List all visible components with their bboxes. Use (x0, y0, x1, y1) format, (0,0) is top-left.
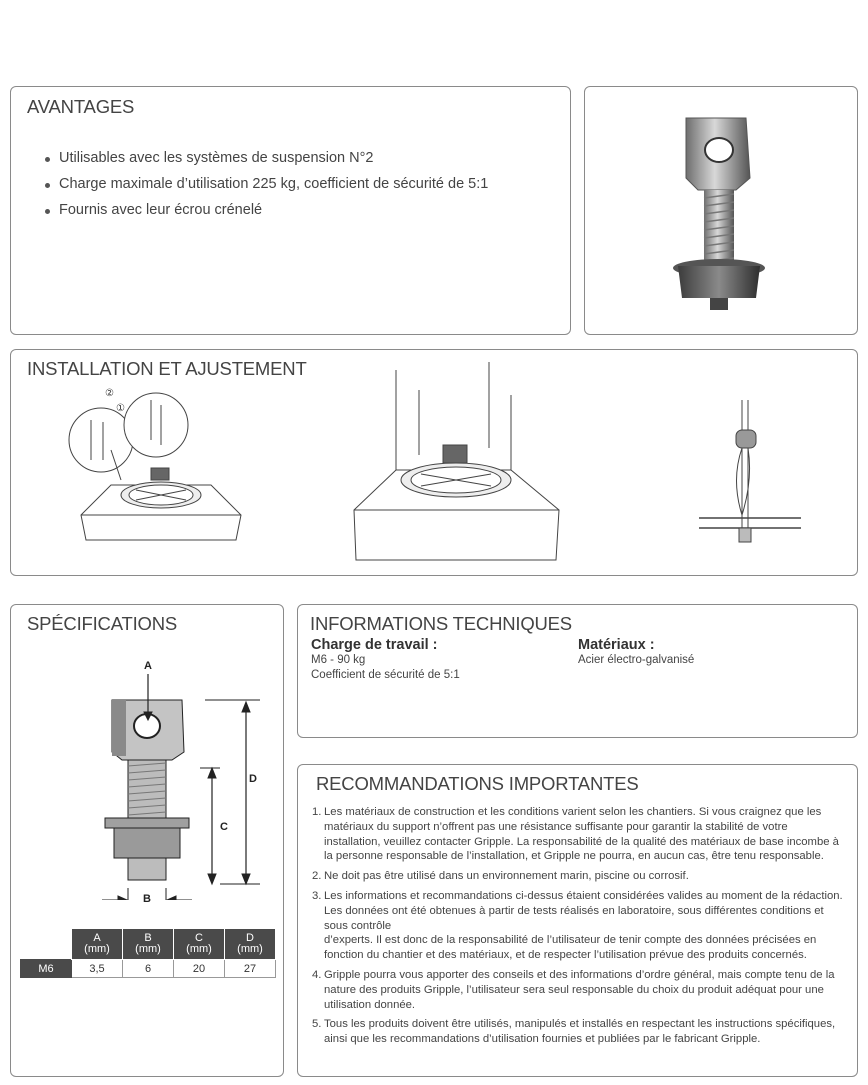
materials-line: Acier électro-galvanisé (578, 654, 695, 666)
callout-label: ① (116, 403, 125, 414)
table-cell: 20 (174, 960, 225, 978)
table-header: A (mm) (72, 929, 123, 960)
dim-label-c: C (220, 821, 228, 833)
dim-label-a: A (144, 660, 152, 672)
installation-panel (10, 349, 858, 576)
infos-title: INFORMATIONS TECHNIQUES (310, 613, 572, 634)
dim-label-b: B (143, 893, 151, 905)
table-row (21, 960, 276, 978)
avantages-panel (10, 86, 571, 335)
table-cell: 27 (225, 960, 276, 978)
bolt-drawing (10, 660, 284, 900)
table-header: B (mm) (123, 929, 174, 960)
installation-diagram (11, 350, 856, 574)
list-item: 3. Les informations et recommandations ci-dessus étaient considérées valides au moment de la rédaction. Les données ont été obtenues à partir de tests réalisés en laboratoire, sous différentes conditions et sous contrôle d’experts. Il est donc de la responsabilité de l’utilisateur de tenir compte des données précisées en fonction du chantier et des matériaux, et de respecter l’utilisation prévue des produits concernés. (312, 889, 843, 962)
spec-table (20, 928, 276, 978)
table-cell: 6 (123, 960, 174, 978)
table-header: D (mm) (225, 929, 276, 960)
recommandations-title: RECOMMANDATIONS IMPORTANTES (316, 773, 639, 794)
table-cell: 3,5 (72, 960, 123, 978)
materials-heading: Matériaux : (578, 637, 655, 653)
product-photo (586, 88, 856, 333)
list-item: 5. Tous les produits doivent être utilisés, manipulés et installés en respectant les instructions spécifiques, ainsi que les recommandations d’utilisation fournies et publiées par le fabricant Gripple. (312, 1018, 836, 1046)
list-item: Utilisables avec les systèmes de suspension N°2 (43, 150, 488, 166)
avantages-title: AVANTAGES (27, 96, 135, 117)
list-item: 2. Ne doit pas être utilisé dans un environnement marin, piscine ou corrosif. (312, 870, 689, 883)
list-item: Charge maximale d’utilisation 225 kg, coefficient de sécurité de 5:1 (43, 176, 488, 192)
table-header: C (mm) (174, 929, 225, 960)
recommandations-list (312, 805, 846, 1052)
charge-line: Coefficient de sécurité de 5:1 (311, 669, 460, 681)
specifications-title: SPÉCIFICATIONS (27, 613, 178, 634)
installation-title: INSTALLATION ET AJUSTEMENT (27, 358, 307, 379)
charge-line: M6 - 90 kg (311, 654, 366, 666)
list-item: Fournis avec leur écrou crénelé (43, 202, 488, 218)
list-item: 1. Les matériaux de construction et les conditions varient selon les chantiers. Si vous craignez que les matériaux du support n’offrent pas une résistance suffisante pour garantir la stabilité de votre installation, veuillez contacter Gripple. La responsabilité de la qualité des matériaux de base incombe à la personne responsable de l’installation, et Gripple ne pourra, en aucun cas, être tenu responsable. (312, 806, 839, 863)
row-label: M6 (21, 960, 72, 978)
charge-column (311, 637, 460, 683)
dim-label-d: D (249, 773, 257, 785)
infos-panel (297, 604, 858, 738)
list-item: 4. Gripple pourra vous apporter des conseils et des informations d’ordre général, mais compte tenu de la nature des produits Gripple, l’utilisateur sera seul responsable du choix du produit adéquat pour une utilisation donnée. (312, 968, 835, 1011)
avantages-list (43, 150, 488, 228)
callout-label: ② (105, 388, 114, 399)
product-photo-panel (584, 86, 858, 335)
materials-column (578, 637, 694, 668)
charge-heading: Charge de travail : (311, 637, 438, 653)
recommandations-panel (297, 764, 858, 1077)
